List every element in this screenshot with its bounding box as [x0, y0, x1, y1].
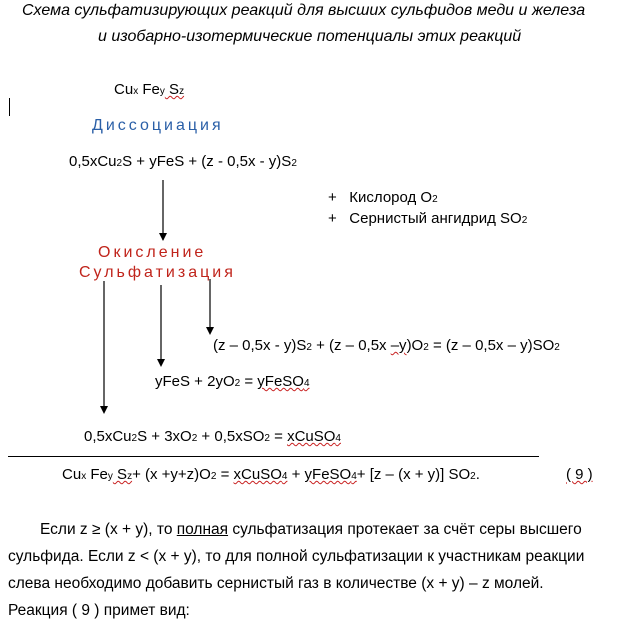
sulfatization-heading: Сульфатизация [79, 264, 236, 281]
paragraph-line-4: Реакция ( 9 ) примет вид: [8, 602, 190, 619]
reagent-so2: + Сернистый ангидрид SO2 [328, 210, 528, 227]
sulfur-equation: (z – 0,5x - y)S2 + (z – 0,5x –y)O2 = (z – 0,5x – y)SO2 [213, 337, 560, 354]
oxidation-heading: Окисление [98, 244, 207, 261]
arrow-to-sulfur-head [206, 327, 214, 335]
arrow-to-iron-head [157, 359, 165, 367]
reagent-oxygen: + Кислород O2 [328, 189, 438, 206]
formula-top: Cux Fey Sz [114, 81, 185, 98]
arrow-to-copper-head [100, 406, 108, 414]
iron-equation: yFeS + 2yO2 = yFeSO4 [155, 373, 310, 390]
title-line-1: Схема сульфатизирующих реакций для высших сульфидов меди и железа [22, 2, 586, 19]
paragraph-line-1: Если z ≥ (x + y), то полная сульфатизация протекает за счёт серы высшего [40, 521, 582, 538]
paragraph-line-3: слева необходимо добавить сернистый газ в количестве (x + y) – z молей. [8, 575, 544, 592]
dissociation-equation: 0,5xCu2S + yFeS + (z - 0,5x - y)S2 [69, 153, 297, 170]
total-equation: Cux Fey Sz+ (x +y+z)O2 = xCuSO4 + yFeSO4+ [z – (x + y)] SO2. [62, 466, 480, 483]
equation-number: ( 9 ) [566, 466, 593, 483]
title-line-2: и изобарно-изотермические потенциалы этих реакций [98, 28, 522, 45]
dissociation-heading: Диссоциация [92, 117, 224, 134]
copper-equation: 0,5xCu2S + 3xO2 + 0,5xSO2 = xCuSO4 [84, 428, 341, 445]
arrow-to-oxidation-head [159, 233, 167, 241]
paragraph-line-2: сульфида. Если z < (x + y), то для полной сульфатизации к участникам реакции [8, 548, 585, 565]
